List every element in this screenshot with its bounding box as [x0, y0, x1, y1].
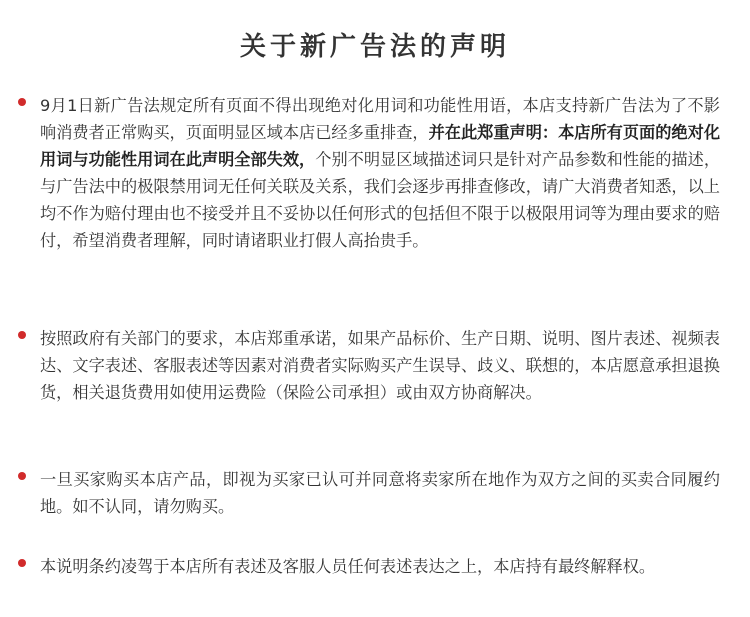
bullet-dot-icon	[18, 559, 26, 567]
paragraph-text: 9月1日新广告法规定所有页面不得出现绝对化用词和功能性用语，本店支持新广告法为了不影响消费者正常购买，页面明显区域本店已经多重排查，	[40, 96, 720, 142]
bullet-dot-icon	[18, 98, 26, 106]
page-title: 关于新广告法的声明	[239, 32, 510, 62]
notice-paragraph	[40, 92, 720, 254]
paragraph-text: 个别不明显区域描述词只是针对产品参数和性能的描述，与广告法中的极限禁用词无任何关联及关系，我们会逐步再排查修改，请广大消费者知悉，以上均不作为赔付理由也不接受并且不妥协以任何形式的包括但不限于以极限用词等为理由要求的赔付，希望消费者理解，同时请诸职业打假人高抬贵手。	[40, 150, 721, 250]
list-item	[40, 92, 720, 325]
notice-paragraph: 一旦买家购买本店产品，即视为买家已认可并同意将卖家所在地作为双方之间的买卖合同履约地。如不认同，请勿购买。	[40, 470, 720, 516]
list-item	[40, 466, 720, 553]
notice-paragraph: 按照政府有关部门的要求，本店郑重承诺，如果产品标价、生产日期、说明、图片表述、视频表达、文字表述、客服表述等因素对消费者实际购买产生误导、歧义、联想的，本店愿意承担退换货，相关退货费用如使用运费险（保险公司承担）或由双方协商解决。	[40, 329, 720, 402]
notice-paragraph: 本说明条约凌驾于本店所有表述及客服人员任何表述表达之上，本店持有最终解释权。	[40, 557, 656, 576]
list-item	[40, 325, 720, 466]
bullet-dot-icon	[18, 331, 26, 339]
bullet-dot-icon	[18, 472, 26, 480]
notice-list	[40, 92, 720, 613]
bold-statement: 并在此郑重声明：本店所有页面的绝对化用词与功能性用词在此声明全部失效，	[40, 123, 721, 169]
list-item	[40, 553, 720, 613]
